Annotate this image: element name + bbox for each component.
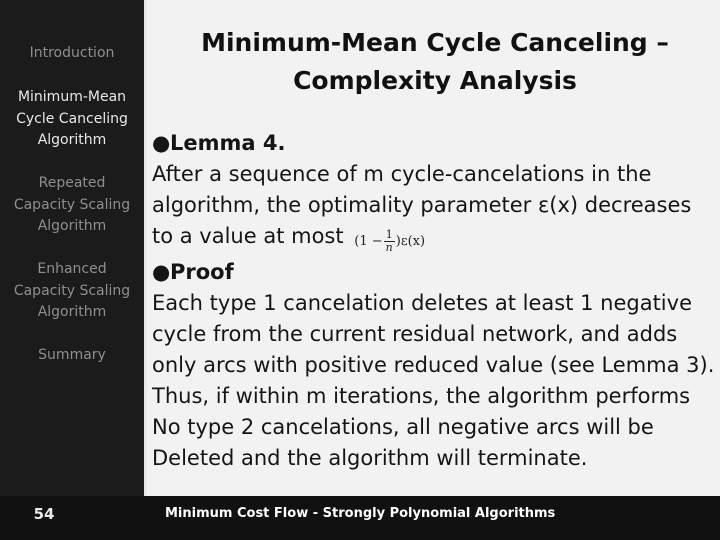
footer-title: Minimum Cost Flow - Strongly Polynomial Algorithms	[165, 506, 556, 521]
slide-content	[152, 128, 717, 474]
lemma-heading	[152, 128, 717, 159]
proof-heading-text: Proof	[170, 260, 234, 284]
sidebar-item-label: Capacity Scaling	[13, 282, 131, 299]
proof-text-line: No type 2 cancelations, all negative arcs will be	[152, 415, 654, 439]
epsilon-bound-formula	[354, 226, 425, 257]
formula-denominator: n	[385, 241, 393, 254]
sidebar-item-minimum-mean-cycle-canceling[interactable]	[0, 87, 144, 152]
sidebar-item-enhanced-capacity-scaling[interactable]	[0, 259, 144, 324]
lemma-text-line: After a sequence of m cycle-cancelations in the	[152, 162, 652, 186]
sidebar-item-label: Repeated	[38, 175, 106, 191]
bullet-icon: ●	[152, 131, 171, 155]
sidebar-item-summary[interactable]	[0, 345, 144, 367]
slide-title-line: Complexity Analysis	[293, 66, 577, 95]
sidebar-item-label: Introduction	[29, 45, 115, 61]
sidebar-item-label: Summary	[38, 347, 106, 363]
slide-title	[160, 24, 710, 100]
sidebar-nav	[0, 0, 147, 496]
lemma-heading-text: Lemma 4.	[170, 131, 286, 155]
proof-text-line: Each type 1 cancelation deletes at least 1 negative	[152, 291, 692, 315]
sidebar-item-label: Enhanced	[37, 261, 107, 277]
proof-text-line: Thus, if within m iterations, the algorithm performs	[152, 384, 691, 408]
sidebar-item-label: Capacity Scaling	[13, 196, 131, 213]
lemma-text-line-with-formula	[152, 221, 717, 257]
proof-heading	[152, 257, 717, 288]
page-number: 54	[33, 505, 55, 523]
proof-text-line: cycle from the current residual network, and adds	[152, 322, 678, 346]
sidebar-item-label: Algorithm	[37, 132, 107, 148]
sidebar-item-introduction[interactable]	[0, 43, 144, 65]
sidebar-item-repeated-capacity-scaling[interactable]	[0, 173, 144, 238]
sidebar-item-label: Algorithm	[37, 218, 107, 234]
proof-text-line: Deleted and the algorithm will terminate.	[152, 446, 588, 470]
formula-fraction	[384, 229, 395, 254]
proof-text-line: only arcs with positive reduced value (see Lemma 3).	[152, 353, 715, 377]
sidebar-item-label: Cycle Canceling	[16, 110, 128, 127]
sidebar-item-label: Algorithm	[37, 304, 107, 320]
formula-left: (1 −	[354, 234, 383, 249]
sidebar-item-label: Minimum-Mean	[17, 89, 127, 105]
formula-numerator: 1	[384, 229, 395, 242]
lemma-text-line: algorithm, the optimality parameter ε(x) decreases	[152, 193, 692, 217]
lemma-text: to a value at most	[152, 224, 344, 248]
bullet-icon: ●	[152, 260, 171, 284]
slide-title-line: Minimum-Mean Cycle Canceling –	[201, 28, 669, 57]
formula-right: )ε(x)	[395, 234, 426, 249]
